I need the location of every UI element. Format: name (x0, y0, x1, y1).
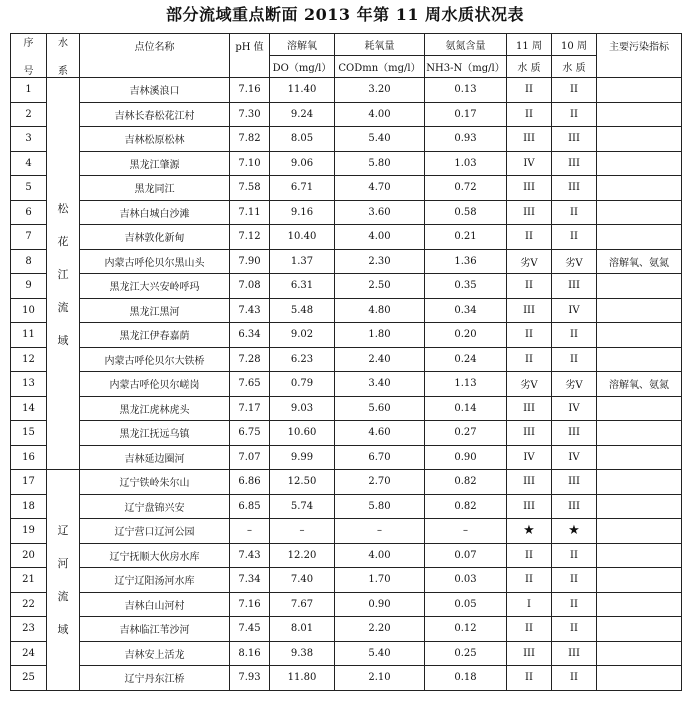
cell-cod: 2.10 (335, 666, 425, 691)
cell-w10: III (552, 151, 597, 176)
header-cod-top: 耗氧量 (335, 34, 425, 56)
cell-cod: 2.20 (335, 617, 425, 642)
header-cod-bottom: CODmn（mg/l） (335, 56, 425, 78)
cell-site: 吉林松原松林 (80, 127, 230, 152)
cell-nh3: 0.35 (425, 274, 507, 299)
cell-w10: II (552, 666, 597, 691)
table-header (11, 34, 682, 78)
cell-nh3: 0.07 (425, 543, 507, 568)
cell-nh3: 0.72 (425, 176, 507, 201)
cell-nh3: 0.20 (425, 323, 507, 348)
water-system-char: 江 (57, 267, 69, 281)
header-no (11, 34, 47, 78)
cell-do: 9.24 (270, 102, 335, 127)
cell-pollutant (597, 298, 682, 323)
cell-pollutant (597, 323, 682, 348)
cell-ph: 7.34 (230, 568, 270, 593)
cell-w10: II (552, 617, 597, 642)
cell-pollutant (597, 200, 682, 225)
cell-nh3: 0.24 (425, 347, 507, 372)
cell-site: 吉林敦化新甸 (80, 225, 230, 250)
table-row (11, 372, 682, 397)
cell-ph: 7.90 (230, 249, 270, 274)
cell-no: 1 (11, 78, 47, 103)
cell-site: 吉林延边圈河 (80, 445, 230, 470)
cell-site: 吉林长春松花江村 (80, 102, 230, 127)
cell-nh3: 0.82 (425, 494, 507, 519)
cell-ph: 7.82 (230, 127, 270, 152)
cell-w10: II (552, 347, 597, 372)
cell-w11: II (507, 323, 552, 348)
cell-cod: 2.30 (335, 249, 425, 274)
cell-nh3: 0.12 (425, 617, 507, 642)
water-system-char: 流 (57, 590, 69, 604)
cell-w11: III (507, 641, 552, 666)
cell-do: 8.05 (270, 127, 335, 152)
cell-w10: II (552, 323, 597, 348)
cell-pollutant (597, 617, 682, 642)
cell-no: 11 (11, 323, 47, 348)
cell-site: 内蒙古呼伦贝尔大铁桥 (80, 347, 230, 372)
cell-do: 5.48 (270, 298, 335, 323)
cell-cod: 4.70 (335, 176, 425, 201)
header-w10-top: 10 周 (552, 34, 597, 56)
cell-no: 16 (11, 445, 47, 470)
cell-nh3: 0.17 (425, 102, 507, 127)
cell-pollutant (597, 396, 682, 421)
cell-no: 10 (11, 298, 47, 323)
cell-do: 9.16 (270, 200, 335, 225)
cell-do: 12.20 (270, 543, 335, 568)
cell-w10: 劣V (552, 249, 597, 274)
cell-cod: 2.50 (335, 274, 425, 299)
header-system (47, 34, 80, 78)
cell-w10: II (552, 78, 597, 103)
table-row (11, 519, 682, 544)
cell-w11: II (507, 568, 552, 593)
cell-do: 12.50 (270, 470, 335, 495)
cell-no: 8 (11, 249, 47, 274)
cell-site: 辽宁辽阳汤河水库 (80, 568, 230, 593)
table-row (11, 298, 682, 323)
cell-ph: – (230, 519, 270, 544)
cell-cod: 3.40 (335, 372, 425, 397)
cell-w10: 劣V (552, 372, 597, 397)
cell-ph: 7.30 (230, 102, 270, 127)
cell-ph: 6.86 (230, 470, 270, 495)
cell-pollutant (597, 641, 682, 666)
cell-site: 黑龙江虎林虎头 (80, 396, 230, 421)
cell-w10: II (552, 592, 597, 617)
cell-cod: 6.70 (335, 445, 425, 470)
cell-no: 21 (11, 568, 47, 593)
header-pollutant: 主要污染指标 (597, 34, 682, 78)
cell-do: 11.80 (270, 666, 335, 691)
table-row (11, 396, 682, 421)
cell-cod: 5.80 (335, 494, 425, 519)
cell-ph: 7.43 (230, 298, 270, 323)
cell-do: 7.40 (270, 568, 335, 593)
header-ph: pH 值 (230, 34, 270, 78)
cell-site: 吉林安上活龙 (80, 641, 230, 666)
table-row (11, 323, 682, 348)
table-row (11, 151, 682, 176)
cell-site: 内蒙古呼伦贝尔嵯岗 (80, 372, 230, 397)
cell-do: 10.40 (270, 225, 335, 250)
cell-pollutant (597, 127, 682, 152)
cell-w11: III (507, 127, 552, 152)
cell-site: 黑龙江肇源 (80, 151, 230, 176)
table-row (11, 617, 682, 642)
cell-nh3: 0.05 (425, 592, 507, 617)
cell-do: 6.23 (270, 347, 335, 372)
cell-w10: III (552, 470, 597, 495)
cell-pollutant (597, 421, 682, 446)
cell-nh3: 0.25 (425, 641, 507, 666)
cell-ph: 7.11 (230, 200, 270, 225)
cell-w10: IV (552, 298, 597, 323)
table-row (11, 347, 682, 372)
cell-nh3: 1.03 (425, 151, 507, 176)
cell-site: 辽宁抚顺大伙房水库 (80, 543, 230, 568)
cell-cod: 4.80 (335, 298, 425, 323)
water-system-label (47, 200, 79, 348)
cell-pollutant (597, 666, 682, 691)
cell-w10: III (552, 421, 597, 446)
cell-w11: IV (507, 151, 552, 176)
cell-do: 6.71 (270, 176, 335, 201)
cell-w10: II (552, 543, 597, 568)
cell-nh3: 0.03 (425, 568, 507, 593)
cell-do: – (270, 519, 335, 544)
cell-w11: I (507, 592, 552, 617)
cell-no: 18 (11, 494, 47, 519)
cell-no: 15 (11, 421, 47, 446)
cell-cod: 2.40 (335, 347, 425, 372)
cell-ph: 7.43 (230, 543, 270, 568)
table-row (11, 445, 682, 470)
cell-w11: II (507, 102, 552, 127)
cell-cod: 4.00 (335, 225, 425, 250)
water-quality-table (10, 33, 682, 691)
cell-cod: 5.40 (335, 641, 425, 666)
cell-ph: 7.17 (230, 396, 270, 421)
cell-w11: IV (507, 445, 552, 470)
cell-w11: III (507, 176, 552, 201)
cell-w10: III (552, 127, 597, 152)
table-row (11, 568, 682, 593)
cell-no: 7 (11, 225, 47, 250)
cell-w11: III (507, 396, 552, 421)
table-row (11, 176, 682, 201)
cell-no: 14 (11, 396, 47, 421)
cell-cod: 4.60 (335, 421, 425, 446)
cell-pollutant (597, 225, 682, 250)
header-w10-bottom: 水 质 (552, 56, 597, 78)
water-system-char: 流 (57, 300, 69, 314)
table-body (11, 78, 682, 691)
cell-nh3: 0.13 (425, 78, 507, 103)
water-system-char: 松 (57, 201, 69, 215)
cell-site: 吉林溪浪口 (80, 78, 230, 103)
cell-site: 黑龙同江 (80, 176, 230, 201)
cell-nh3: 0.27 (425, 421, 507, 446)
cell-do: 0.79 (270, 372, 335, 397)
cell-cod: 3.20 (335, 78, 425, 103)
header-site: 点位名称 (80, 34, 230, 78)
cell-site: 黑龙江大兴安岭呼玛 (80, 274, 230, 299)
cell-site: 黑龙江抚远乌镇 (80, 421, 230, 446)
cell-pollutant (597, 494, 682, 519)
water-system-char: 辽 (57, 524, 69, 538)
cell-cod: 5.40 (335, 127, 425, 152)
cell-ph: 7.58 (230, 176, 270, 201)
water-system-char: 域 (57, 333, 69, 347)
cell-w11: III (507, 200, 552, 225)
cell-water-system (47, 78, 80, 470)
cell-nh3: – (425, 519, 507, 544)
water-system-char: 域 (57, 623, 69, 637)
cell-do: 8.01 (270, 617, 335, 642)
cell-w11: II (507, 617, 552, 642)
cell-do: 10.60 (270, 421, 335, 446)
cell-site: 辽宁铁岭朱尔山 (80, 470, 230, 495)
cell-no: 5 (11, 176, 47, 201)
cell-site: 黑龙江伊春嘉荫 (80, 323, 230, 348)
header-nh3-bottom: NH3-N（mg/l） (425, 56, 507, 78)
table-row (11, 102, 682, 127)
cell-ph: 7.16 (230, 78, 270, 103)
cell-cod: 5.60 (335, 396, 425, 421)
cell-pollutant (597, 102, 682, 127)
cell-site: 辽宁丹东江桥 (80, 666, 230, 691)
cell-site: 黑龙江黑河 (80, 298, 230, 323)
cell-do: 7.67 (270, 592, 335, 617)
table-row (11, 666, 682, 691)
table-row (11, 421, 682, 446)
cell-nh3: 1.36 (425, 249, 507, 274)
cell-site: 内蒙古呼伦贝尔黑山头 (80, 249, 230, 274)
cell-w11: III (507, 494, 552, 519)
cell-w10: II (552, 568, 597, 593)
cell-do: 9.99 (270, 445, 335, 470)
cell-ph: 8.16 (230, 641, 270, 666)
cell-pollutant: 溶解氧、氨氮 (597, 372, 682, 397)
cell-pollutant (597, 347, 682, 372)
cell-pollutant (597, 592, 682, 617)
cell-no: 23 (11, 617, 47, 642)
cell-no: 4 (11, 151, 47, 176)
table-row (11, 78, 682, 103)
cell-w11: II (507, 543, 552, 568)
cell-water-system (47, 470, 80, 691)
cell-do: 5.74 (270, 494, 335, 519)
cell-pollutant (597, 176, 682, 201)
cell-cod: 0.90 (335, 592, 425, 617)
cell-pollutant (597, 519, 682, 544)
cell-cod: 2.70 (335, 470, 425, 495)
cell-no: 20 (11, 543, 47, 568)
cell-w10: II (552, 200, 597, 225)
cell-no: 22 (11, 592, 47, 617)
cell-ph: 6.85 (230, 494, 270, 519)
cell-do: 9.38 (270, 641, 335, 666)
cell-no: 2 (11, 102, 47, 127)
water-system-char: 河 (57, 557, 69, 571)
cell-w10: III (552, 274, 597, 299)
cell-ph: 7.28 (230, 347, 270, 372)
cell-w11: III (507, 421, 552, 446)
cell-ph: 6.34 (230, 323, 270, 348)
cell-w11: II (507, 274, 552, 299)
cell-pollutant (597, 274, 682, 299)
table-row (11, 641, 682, 666)
cell-cod: 3.60 (335, 200, 425, 225)
table-row (11, 592, 682, 617)
cell-do: 11.40 (270, 78, 335, 103)
cell-ph: 7.65 (230, 372, 270, 397)
cell-pollutant (597, 568, 682, 593)
cell-nh3: 0.21 (425, 225, 507, 250)
cell-pollutant (597, 470, 682, 495)
cell-nh3: 0.93 (425, 127, 507, 152)
cell-w11: II (507, 347, 552, 372)
cell-pollutant: 溶解氧、氨氮 (597, 249, 682, 274)
cell-do: 9.02 (270, 323, 335, 348)
cell-no: 6 (11, 200, 47, 225)
table-row (11, 470, 682, 495)
cell-nh3: 0.14 (425, 396, 507, 421)
cell-ph: 6.75 (230, 421, 270, 446)
cell-w10: IV (552, 445, 597, 470)
cell-ph: 7.93 (230, 666, 270, 691)
table-title: 部分流域重点断面 2013 年第 11 周水质状况表 (165, 5, 525, 24)
cell-cod: 1.70 (335, 568, 425, 593)
cell-ph: 7.08 (230, 274, 270, 299)
cell-ph: 7.45 (230, 617, 270, 642)
cell-nh3: 0.82 (425, 470, 507, 495)
cell-nh3: 0.58 (425, 200, 507, 225)
cell-do: 6.31 (270, 274, 335, 299)
header-do-top: 溶解氧 (270, 34, 335, 56)
cell-do: 9.03 (270, 396, 335, 421)
cell-site: 吉林临江苇沙河 (80, 617, 230, 642)
cell-no: 13 (11, 372, 47, 397)
table-row (11, 127, 682, 152)
cell-nh3: 0.34 (425, 298, 507, 323)
header-nh3-top: 氨氮含量 (425, 34, 507, 56)
cell-w11: II (507, 666, 552, 691)
cell-w10: IV (552, 396, 597, 421)
cell-site: 吉林白城白沙滩 (80, 200, 230, 225)
cell-w11: III (507, 470, 552, 495)
cell-do: 9.06 (270, 151, 335, 176)
cell-w10: ★ (552, 519, 597, 544)
cell-no: 3 (11, 127, 47, 152)
cell-w10: II (552, 225, 597, 250)
header-w11-bottom: 水 质 (507, 56, 552, 78)
header-system-bottom: 系 (58, 66, 68, 77)
cell-pollutant (597, 78, 682, 103)
table-row (11, 225, 682, 250)
cell-nh3: 0.90 (425, 445, 507, 470)
cell-no: 12 (11, 347, 47, 372)
cell-w11: III (507, 298, 552, 323)
cell-nh3: 0.18 (425, 666, 507, 691)
cell-pollutant (597, 151, 682, 176)
cell-ph: 7.10 (230, 151, 270, 176)
table-row (11, 249, 682, 274)
cell-no: 19 (11, 519, 47, 544)
header-no-top: 序 (23, 38, 34, 49)
cell-pollutant (597, 445, 682, 470)
header-no-bottom: 号 (23, 66, 34, 77)
cell-cod: 5.80 (335, 151, 425, 176)
table-row (11, 200, 682, 225)
cell-pollutant (597, 543, 682, 568)
cell-cod: 4.00 (335, 543, 425, 568)
cell-w11: II (507, 225, 552, 250)
table-row (11, 543, 682, 568)
cell-no: 17 (11, 470, 47, 495)
cell-do: 1.37 (270, 249, 335, 274)
cell-w10: III (552, 176, 597, 201)
cell-site: 辽宁盘锦兴安 (80, 494, 230, 519)
cell-site: 辽宁营口辽河公园 (80, 519, 230, 544)
header-do-bottom: DO（mg/l） (270, 56, 335, 78)
cell-no: 25 (11, 666, 47, 691)
cell-no: 24 (11, 641, 47, 666)
cell-w11: 劣V (507, 249, 552, 274)
cell-w11: 劣V (507, 372, 552, 397)
cell-cod: – (335, 519, 425, 544)
cell-ph: 7.12 (230, 225, 270, 250)
cell-no: 9 (11, 274, 47, 299)
cell-w11: ★ (507, 519, 552, 544)
cell-site: 吉林白山河村 (80, 592, 230, 617)
cell-nh3: 1.13 (425, 372, 507, 397)
cell-cod: 4.00 (335, 102, 425, 127)
cell-cod: 1.80 (335, 323, 425, 348)
water-system-char: 花 (57, 234, 69, 248)
cell-w11: II (507, 78, 552, 103)
cell-w10: II (552, 102, 597, 127)
table-row (11, 494, 682, 519)
water-system-label (47, 522, 79, 637)
cell-w10: III (552, 641, 597, 666)
table-row (11, 274, 682, 299)
header-system-top: 水 (58, 38, 68, 49)
cell-ph: 7.16 (230, 592, 270, 617)
cell-ph: 7.07 (230, 445, 270, 470)
cell-w10: III (552, 494, 597, 519)
header-w11-top: 11 周 (507, 34, 552, 56)
